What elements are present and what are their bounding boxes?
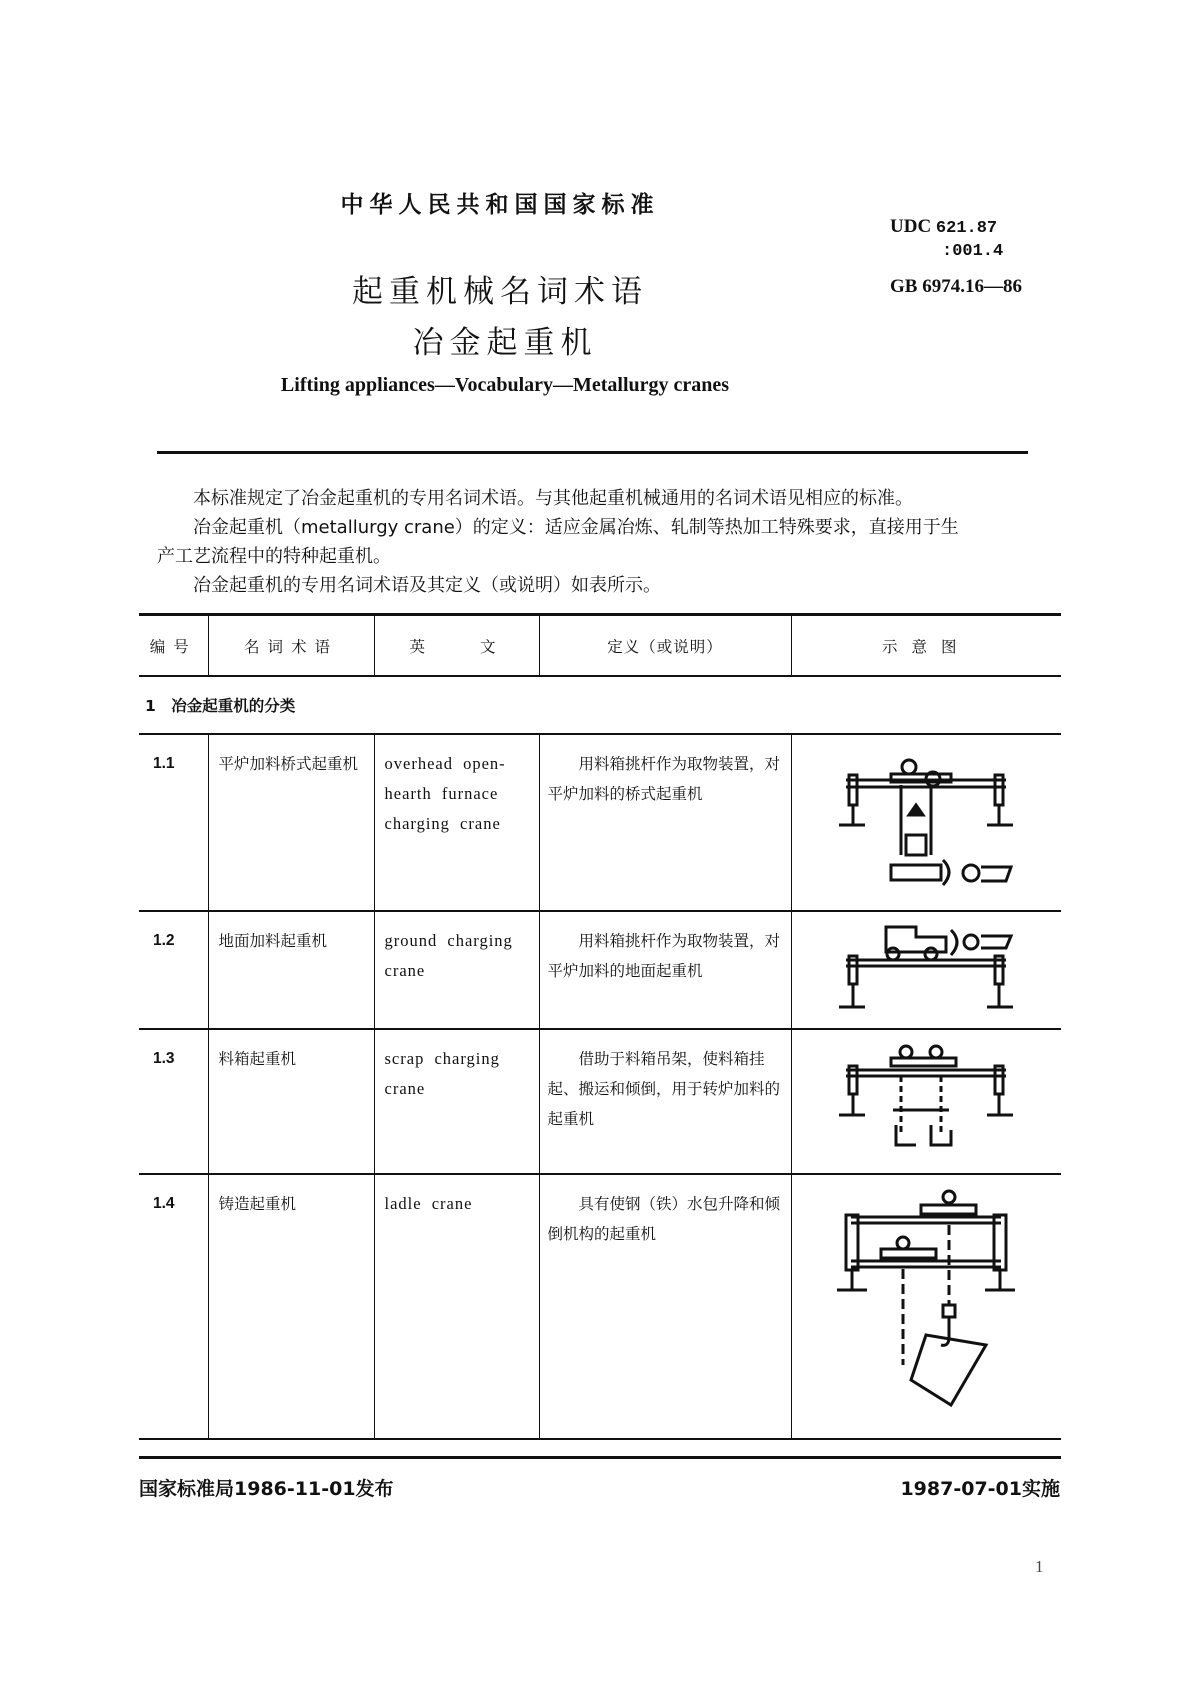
term-definition: 用料箱挑杆作为取物装置，对平炉加料的地面起重机: [547, 932, 781, 980]
udc-line2: :001.4: [942, 242, 1004, 261]
term-english: ground charging crane: [374, 911, 539, 1029]
table-header-row: [139, 615, 1061, 677]
divider: [157, 451, 1028, 454]
term-definition: 具有使钢（铁）水包升降和倾倒机构的起重机: [547, 1195, 781, 1243]
term-number: 1.1: [139, 734, 208, 911]
gb-code: GB 6974.16—86: [890, 276, 1022, 297]
intro-paragraph: 冶金起重机的专用名词术语及其定义（或说明）如表所示。: [193, 575, 661, 596]
table-row: [139, 1174, 1061, 1439]
section-heading: 1 冶金起重机的分类: [139, 676, 1061, 734]
header-definition: 定义（或说明）: [539, 615, 791, 677]
header-english: 英 文: [374, 615, 539, 677]
term-number: 1.4: [139, 1174, 208, 1439]
term-english: overhead open-hearth furnace charging crane: [374, 734, 539, 911]
udc-line1: 621.87: [935, 219, 998, 238]
section-row: [139, 676, 1061, 734]
term-definition: 借助于料箱吊架，使料箱挂起、搬运和倾倒，用于转炉加料的起重机: [547, 1050, 781, 1128]
effective-date: 1987-07-01实施: [900, 1478, 1060, 1500]
intro-paragraph: 本标准规定了冶金起重机的专用名词术语。与其他起重机械通用的名词术语见相应的标准。: [193, 488, 913, 509]
udc-code: [890, 216, 1003, 262]
country-standard-heading: 中华人民共和国国家标准: [340, 192, 660, 218]
page-title: 起重机械名词术语: [352, 274, 648, 310]
table-row: [139, 1029, 1061, 1174]
term-number: 1.3: [139, 1029, 208, 1174]
header-number: 编号: [139, 615, 208, 677]
term-definition: 用料箱挑杆作为取物装置，对平炉加料的桥式起重机: [547, 755, 781, 803]
intro-paragraph-continued: 产工艺流程中的特种起重机。: [157, 546, 391, 567]
table-row: [139, 734, 1061, 911]
page-subtitle: 冶金起重机: [412, 325, 598, 361]
term-english: scrap charging crane: [374, 1029, 539, 1174]
header-diagram: 示意图: [791, 615, 1061, 677]
ladle-crane-diagram: [791, 1174, 1061, 1439]
header-term: 名词术语: [208, 615, 374, 677]
udc-label: UDC: [890, 216, 932, 237]
terms-table: [139, 613, 1061, 1440]
ground-charging-crane-diagram: [791, 911, 1061, 1029]
scrap-charging-crane-diagram: [791, 1029, 1061, 1174]
term-name: 料箱起重机: [208, 1029, 374, 1174]
term-number: 1.2: [139, 911, 208, 1029]
intro-paragraph: 冶金起重机（metallurgy crane）的定义：适应金属冶炼、轧制等热加工特殊要求，直接用于生: [193, 517, 959, 538]
intro: [157, 484, 1057, 600]
term-name: 地面加料起重机: [208, 911, 374, 1029]
footer-divider: [139, 1456, 1061, 1459]
term-name: 平炉加料桥式起重机: [208, 734, 374, 911]
term-english: ladle crane: [374, 1174, 539, 1439]
table-row: [139, 911, 1061, 1029]
issue-date: 国家标准局1986-11-01发布: [139, 1478, 394, 1500]
page-number: 1: [1035, 1557, 1044, 1576]
term-name: 铸造起重机: [208, 1174, 374, 1439]
overhead-charging-crane-diagram: [791, 734, 1061, 911]
english-title: Lifting appliances—Vocabulary—Metallurgy cranes: [280, 374, 730, 396]
